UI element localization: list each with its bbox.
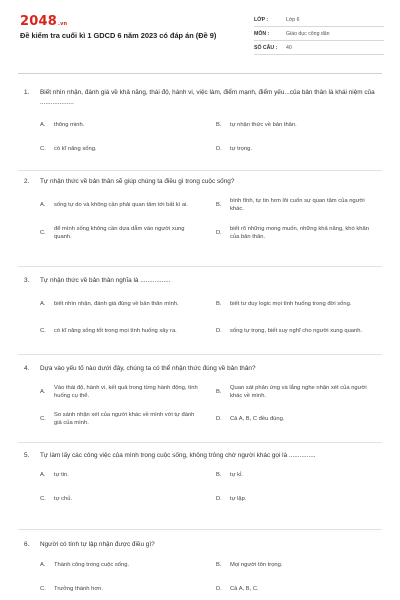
option-text: Cả A, B, C đều đúng. — [230, 416, 285, 423]
option-row — [40, 293, 386, 315]
question-text: Người có tính tự lập nhận được điều gì? — [40, 541, 155, 548]
option-text: tự chủ. — [54, 495, 73, 502]
question-number: 1. — [24, 89, 30, 96]
meta-value: 40 — [286, 44, 292, 51]
option-text: So sánh nhận xét của người khác về mình với tự đánh giá của mình. — [54, 411, 195, 427]
option-letter: B. — [216, 471, 222, 478]
option-letter: D. — [216, 495, 222, 502]
option-d[interactable] — [216, 581, 386, 596]
option-grid — [40, 467, 386, 506]
option-text: Cả A, B, C. — [230, 585, 259, 592]
question-item — [0, 88, 400, 170]
option-letter: B. — [216, 122, 222, 129]
option-text: tự trọng. — [230, 146, 252, 153]
option-letter: A. — [40, 122, 46, 129]
option-letter: C. — [40, 585, 46, 592]
meta-row-subject — [254, 27, 384, 41]
meta-key: MÔN : — [254, 30, 270, 37]
option-text: sống tự do và không cần phải quan tâm tới bất kì ai. — [54, 202, 189, 209]
site-logo[interactable] — [20, 14, 67, 29]
meta-row-class — [254, 13, 384, 27]
question-text: Dựa vào yếu tố nào dưới đây, chúng ta có thể nhận thức đúng về bản thân? — [40, 365, 256, 372]
question-text: Tự nhận thức về bản thân nghĩa là ................. — [40, 277, 171, 284]
meta-value: Giáo dục công dân — [286, 30, 330, 37]
option-c[interactable] — [40, 222, 210, 244]
option-b[interactable] — [216, 381, 386, 403]
option-text: Trưởng thành hơn. — [54, 585, 103, 592]
option-text: Quan sát phản ứng và lắng nghe nhận xét của người khác về mình. — [230, 384, 367, 400]
meta-table — [254, 13, 384, 55]
option-d[interactable] — [216, 142, 386, 157]
option-text: Mọi người tôn trọng. — [230, 561, 283, 568]
question-number: 3. — [24, 277, 30, 284]
option-letter: D. — [216, 146, 222, 153]
page-title: Đề kiểm tra cuối kì 1 GDCD 6 năm 2023 có đáp án (Đề 9) — [20, 31, 217, 40]
question-stem — [24, 364, 386, 374]
meta-row-count — [254, 41, 384, 55]
question-stem — [24, 451, 386, 461]
option-letter: D. — [216, 585, 222, 592]
option-text: biết tư duy logic mọi tình huống trong đời sống. — [230, 301, 352, 308]
option-d[interactable] — [216, 491, 386, 506]
option-letter: B. — [216, 389, 222, 396]
option-c[interactable] — [40, 320, 210, 342]
option-b[interactable] — [216, 194, 386, 216]
option-b[interactable] — [216, 467, 386, 482]
question-text: Tự nhận thức về bản thân sẽ giúp chúng ta điều gì trong cuộc sống? — [40, 178, 235, 185]
option-letter: C. — [40, 495, 46, 502]
option-row — [40, 557, 386, 572]
option-letter: C. — [40, 416, 46, 423]
question-stem — [24, 88, 386, 109]
option-letter: A. — [40, 202, 46, 209]
option-letter: B. — [216, 561, 222, 568]
header-divider — [18, 73, 382, 74]
option-b[interactable] — [216, 557, 386, 572]
meta-key: SỐ CÂU : — [254, 44, 278, 51]
question-item — [0, 267, 400, 354]
option-row — [40, 381, 386, 403]
option-a[interactable] — [40, 194, 210, 216]
option-row — [40, 118, 386, 133]
option-text: thông minh. — [54, 122, 85, 129]
question-item — [0, 355, 400, 442]
option-letter: C. — [40, 328, 46, 335]
meta-key: LỚP : — [254, 16, 269, 23]
option-row — [40, 320, 386, 342]
option-letter: A. — [40, 561, 46, 568]
option-d[interactable] — [216, 408, 386, 430]
option-d[interactable] — [216, 222, 386, 244]
option-text: tự kỉ. — [230, 471, 243, 478]
option-a[interactable] — [40, 381, 210, 403]
option-letter: C. — [40, 230, 46, 237]
option-c[interactable] — [40, 142, 210, 157]
question-stem — [24, 177, 386, 187]
question-stem — [24, 540, 386, 550]
option-letter: D. — [216, 230, 222, 237]
option-row — [40, 142, 386, 157]
page-header — [0, 0, 400, 62]
question-item — [0, 530, 400, 600]
option-text: Thành công trong cuộc sống. — [54, 561, 130, 568]
option-text: tự tin. — [54, 471, 69, 478]
question-stem — [24, 276, 386, 286]
option-text: tự nhận thức về bản thân. — [230, 122, 297, 129]
option-a[interactable] — [40, 467, 210, 482]
option-grid — [40, 118, 386, 157]
option-c[interactable] — [40, 491, 210, 506]
option-text: để mình sống không cần dựa dẫm vào người xung quanh. — [54, 225, 185, 241]
option-grid — [40, 293, 386, 342]
option-text: sống tự trọng, biết suy nghĩ cho người xung quanh. — [230, 328, 363, 335]
question-list — [0, 88, 400, 600]
question-item — [0, 171, 400, 266]
option-letter: B. — [216, 301, 222, 308]
option-text: biết nhìn nhận, đánh giá đúng về bản thân mình. — [54, 301, 179, 308]
option-a[interactable] — [40, 293, 210, 315]
option-letter: A. — [40, 301, 46, 308]
option-d[interactable] — [216, 320, 386, 342]
logo-main: 2048 — [20, 14, 57, 29]
question-number: 2. — [24, 178, 30, 185]
option-letter: D. — [216, 416, 222, 423]
option-grid — [40, 194, 386, 244]
question-text: Biết nhìn nhận, đánh giá về khả năng, thái độ, hành vi, việc làm, điểm mạnh, điểm yếu...của bản thân là khái niệm của ................... — [40, 89, 375, 107]
option-b[interactable] — [216, 293, 386, 315]
meta-value: Lớp 6 — [286, 16, 300, 23]
option-a[interactable] — [40, 557, 210, 572]
option-row — [40, 222, 386, 244]
question-number: 6. — [24, 541, 30, 548]
option-grid — [40, 381, 386, 430]
option-letter: D. — [216, 328, 222, 335]
question-number: 5. — [24, 452, 30, 459]
option-b[interactable] — [216, 118, 386, 133]
question-text: Tự làm lấy các công việc của mình trong cuộc sống, không trông chờ người khác gọi là ............... — [40, 452, 316, 459]
option-grid — [40, 557, 386, 596]
option-text: tự lập. — [230, 495, 247, 502]
option-row — [40, 491, 386, 506]
option-text: Vào thái độ, hành vi, kết quả trong từng hành động, tình huống cụ thể. — [54, 384, 198, 400]
option-row — [40, 194, 386, 216]
option-c[interactable] — [40, 408, 210, 430]
option-row — [40, 408, 386, 430]
option-text: có kĩ năng sống. — [54, 146, 97, 153]
option-row — [40, 581, 386, 596]
option-text: bình tĩnh, tự tin hơn lôi cuốn sự quan tâm của người khác. — [230, 197, 365, 213]
option-text: biết rõ những mong muốn, những khả năng, khó khăn của bản thân. — [230, 225, 369, 241]
option-row — [40, 467, 386, 482]
option-text: có kĩ năng sống tốt trong mọi tình huống xảy ra. — [54, 328, 177, 335]
logo-tld: .vn — [57, 21, 68, 27]
option-letter: A. — [40, 389, 46, 396]
option-a[interactable] — [40, 118, 210, 133]
option-letter: A. — [40, 471, 46, 478]
option-c[interactable] — [40, 581, 210, 596]
option-letter: B. — [216, 202, 222, 209]
question-number: 4. — [24, 365, 30, 372]
option-letter: C. — [40, 146, 46, 153]
question-item — [0, 443, 400, 529]
